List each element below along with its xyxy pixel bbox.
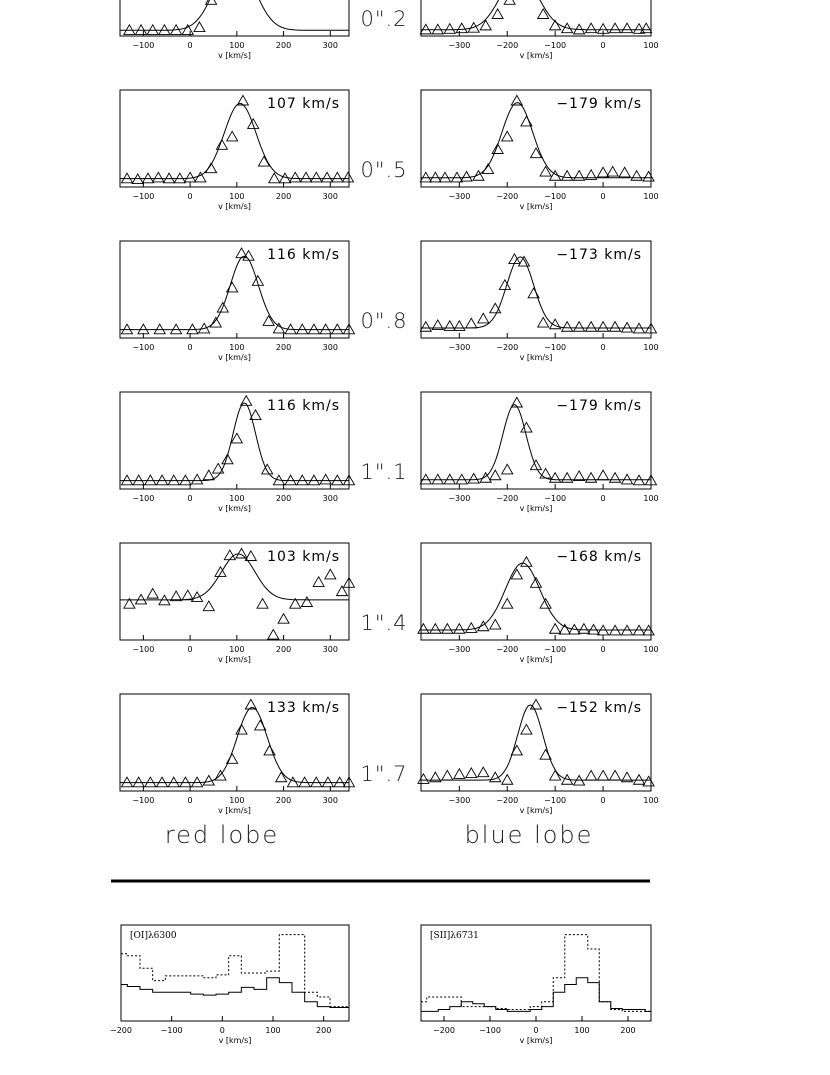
data-point-triangle — [502, 775, 513, 785]
x-tick-label: −100 — [160, 1026, 183, 1035]
data-point-triangle — [216, 140, 227, 150]
offset-label: 0".5 — [360, 158, 408, 182]
red-lobe-panel-1 — [120, 90, 354, 211]
offset-label: 1".7 — [360, 762, 408, 786]
x-axis-label: v [km/s] — [519, 1036, 553, 1045]
data-point-triangle — [444, 321, 455, 331]
data-point-triangle — [634, 775, 645, 785]
data-point-triangle — [478, 313, 489, 323]
data-point-triangle — [227, 131, 238, 141]
x-tick-label: 200 — [316, 1026, 332, 1035]
x-tick-label: −200 — [433, 1026, 455, 1035]
x-axis-label: v [km/s] — [519, 202, 553, 211]
x-tick-label: 0 — [187, 41, 193, 50]
data-point-triangle — [171, 591, 182, 601]
x-tick-label: 100 — [229, 343, 245, 352]
x-tick-label: 200 — [275, 645, 292, 654]
data-point-triangle — [192, 474, 203, 484]
data-point-triangle — [521, 422, 532, 432]
x-axis-label: v [km/s] — [218, 806, 251, 815]
data-point-triangle — [133, 777, 144, 787]
data-point-triangle — [153, 172, 164, 182]
data-point-triangle — [480, 20, 491, 30]
data-point-triangle — [619, 167, 630, 177]
data-point-triangle — [454, 624, 465, 634]
data-point-triangle — [531, 460, 542, 470]
x-tick-label: −100 — [132, 41, 155, 50]
x-tick-label: 100 — [229, 192, 245, 201]
x-tick-label: 100 — [643, 645, 659, 654]
data-point-triangle — [643, 171, 654, 181]
x-tick-label: 200 — [275, 192, 292, 201]
x-tick-label: −100 — [544, 192, 567, 201]
x-tick-label: 0 — [600, 796, 606, 805]
data-point-triangle — [490, 619, 501, 629]
x-tick-label: 100 — [643, 41, 659, 50]
x-tick-label: 300 — [322, 494, 338, 503]
x-tick-label: 0 — [600, 494, 606, 503]
data-point-triangle — [466, 768, 477, 778]
gaussian-fit-curve — [421, 405, 651, 480]
red-lobe-panel-0 — [120, 0, 349, 60]
x-tick-label: 200 — [275, 343, 292, 352]
data-point-triangle — [203, 470, 214, 480]
gaussian-fit-curve — [421, 705, 651, 780]
data-point-triangle — [311, 777, 322, 787]
x-tick-label: 300 — [322, 192, 338, 201]
x-axis-label: v [km/s] — [519, 655, 553, 664]
peak-velocity-label: 103 km/s — [267, 549, 340, 565]
data-point-triangle — [598, 470, 609, 480]
x-tick-label: 100 — [643, 796, 659, 805]
data-point-triangle — [311, 172, 322, 182]
data-point-triangle — [157, 777, 168, 787]
data-point-triangle — [210, 317, 221, 327]
data-point-triangle — [343, 172, 354, 182]
data-point-triangle — [276, 772, 287, 782]
inset-title: [SII]λ6731 — [430, 931, 479, 941]
data-point-triangle — [550, 624, 561, 634]
x-tick-label: −100 — [132, 494, 155, 503]
data-point-triangle — [213, 463, 224, 473]
data-point-triangle — [588, 624, 599, 634]
data-point-triangle — [466, 318, 477, 328]
x-tick-label: 200 — [275, 41, 292, 50]
peak-velocity-label: 133 km/s — [267, 700, 340, 716]
red-lobe-panel-3 — [120, 392, 355, 513]
blue-lobe-panel-0 — [420, 0, 658, 60]
x-tick-label: 0 — [600, 192, 606, 201]
x-axis-label: v [km/s] — [218, 655, 251, 664]
dashed-step-profile — [121, 935, 349, 1007]
data-point-triangle — [456, 23, 467, 33]
data-point-triangle — [631, 171, 642, 181]
data-point-triangle — [562, 322, 573, 332]
data-point-triangle — [502, 599, 513, 609]
x-tick-label: 100 — [229, 41, 245, 50]
offset-label: 0".2 — [360, 7, 408, 31]
data-point-triangle — [332, 475, 343, 485]
data-point-triangle — [540, 166, 551, 176]
data-point-triangle — [122, 173, 133, 183]
panel-frame — [421, 0, 651, 36]
data-point-triangle — [322, 172, 333, 182]
data-point-triangle — [297, 324, 308, 334]
red-lobe-panel-5 — [120, 694, 355, 815]
data-point-triangle — [297, 475, 308, 485]
x-tick-label: 100 — [229, 796, 245, 805]
data-point-triangle — [502, 464, 513, 474]
data-point-triangle — [456, 474, 467, 484]
data-point-triangle — [622, 322, 633, 332]
x-tick-label: −200 — [496, 41, 519, 50]
blue-lobe-panel-2 — [420, 241, 658, 362]
data-point-triangle — [586, 473, 597, 483]
offset-label: 0".8 — [360, 309, 408, 333]
x-tick-label: 0 — [600, 645, 606, 654]
data-point-triangle — [502, 131, 513, 141]
x-tick-label: −100 — [132, 343, 155, 352]
offset-label: 1".4 — [360, 611, 408, 635]
data-point-triangle — [430, 624, 441, 634]
data-point-triangle — [290, 172, 301, 182]
peak-velocity-label: −168 km/s — [556, 549, 642, 565]
x-tick-label: 0 — [533, 1026, 539, 1035]
data-point-triangle — [519, 256, 530, 266]
x-tick-label: −300 — [448, 494, 471, 503]
data-point-triangle — [439, 172, 450, 182]
x-axis-label: v [km/s] — [218, 353, 251, 362]
data-point-triangle — [550, 473, 561, 483]
x-tick-label: 0 — [187, 192, 193, 201]
data-point-triangle — [168, 777, 179, 787]
data-point-triangle — [145, 475, 156, 485]
blue-lobe-panel-3 — [420, 392, 658, 513]
data-point-triangle — [322, 777, 333, 787]
data-point-triangle — [578, 624, 589, 634]
offset-labels — [360, 7, 407, 786]
peak-velocity-label: 116 km/s — [267, 247, 340, 263]
data-point-triangle — [147, 25, 158, 35]
data-point-triangle — [454, 321, 465, 331]
peak-velocity-label: 107 km/s — [267, 96, 340, 112]
gaussian-fit-curve — [120, 403, 349, 481]
data-point-triangle — [143, 173, 154, 183]
x-tick-label: 0 — [187, 796, 193, 805]
data-point-triangle — [320, 324, 331, 334]
oi-6300-inset — [110, 925, 349, 1045]
data-point-triangle — [157, 475, 168, 485]
data-point-triangle — [122, 475, 133, 485]
data-point-triangle — [420, 172, 431, 182]
x-tick-label: 100 — [229, 645, 245, 654]
data-point-triangle — [504, 0, 515, 4]
data-point-triangle — [301, 597, 312, 607]
data-point-triangle — [420, 474, 431, 484]
data-point-triangle — [164, 173, 175, 183]
data-point-triangle — [610, 322, 621, 332]
gaussian-fit-curve — [120, 707, 349, 782]
x-tick-label: 100 — [229, 494, 245, 503]
data-point-triangle — [262, 464, 273, 474]
data-point-triangle — [444, 474, 455, 484]
x-tick-label: −300 — [448, 343, 471, 352]
data-point-triangle — [574, 471, 585, 481]
data-point-triangle — [622, 23, 633, 33]
data-point-triangle — [531, 578, 542, 588]
x-tick-label: 0 — [187, 343, 193, 352]
data-point-triangle — [490, 470, 501, 480]
data-point-triangle — [257, 599, 268, 609]
data-point-triangle — [171, 324, 182, 334]
data-point-triangle — [610, 23, 621, 33]
data-point-triangle — [442, 624, 453, 634]
data-point-triangle — [641, 23, 652, 33]
data-point-triangle — [432, 24, 443, 34]
data-point-triangle — [511, 95, 522, 105]
data-point-triangle — [511, 569, 522, 579]
data-point-triangle — [562, 473, 573, 483]
x-tick-label: 0 — [600, 41, 606, 50]
x-axis-label: v [km/s] — [519, 504, 553, 513]
data-point-triangle — [607, 166, 618, 176]
data-point-triangle — [559, 624, 570, 634]
x-tick-label: 300 — [322, 41, 338, 50]
gaussian-fit-curve — [421, 563, 651, 630]
data-point-triangle — [159, 25, 170, 35]
blue-lobe-label: blue lobe — [464, 821, 594, 849]
x-tick-label: 100 — [643, 192, 659, 201]
x-tick-label: 0 — [187, 494, 193, 503]
x-tick-label: 200 — [275, 796, 292, 805]
data-point-triangle — [468, 473, 479, 483]
x-tick-label: −200 — [110, 1026, 132, 1035]
data-point-triangle — [278, 614, 289, 624]
x-tick-label: 200 — [275, 494, 292, 503]
data-point-triangle — [145, 777, 156, 787]
data-point-triangle — [538, 9, 549, 19]
velocity-profile-grid — [120, 0, 659, 815]
data-point-triangle — [236, 548, 247, 558]
data-point-triangle — [203, 601, 214, 611]
x-tick-label: 0 — [600, 343, 606, 352]
data-point-triangle — [466, 623, 477, 633]
data-point-triangle — [420, 24, 431, 34]
x-tick-label: −300 — [448, 41, 471, 50]
data-point-triangle — [586, 23, 597, 33]
peak-velocity-label: −179 km/s — [556, 398, 642, 414]
data-point-triangle — [334, 777, 345, 787]
data-point-triangle — [147, 589, 158, 599]
x-tick-label: −200 — [496, 796, 519, 805]
data-point-triangle — [420, 322, 431, 332]
x-tick-label: −200 — [496, 192, 519, 201]
data-point-triangle — [521, 724, 532, 734]
data-point-triangle — [124, 25, 135, 35]
data-point-triangle — [133, 475, 144, 485]
x-tick-label: 100 — [643, 343, 659, 352]
data-point-triangle — [285, 475, 296, 485]
data-point-triangle — [224, 550, 235, 560]
x-tick-label: −200 — [496, 494, 519, 503]
x-axis-label: v [km/s] — [218, 51, 251, 60]
x-tick-label: 100 — [574, 1026, 590, 1035]
x-tick-label: 300 — [322, 645, 338, 654]
dashed-step-profile — [421, 935, 651, 1012]
data-point-triangle — [461, 171, 472, 181]
data-point-triangle — [332, 324, 343, 334]
solid-step-profile — [421, 978, 651, 1012]
peak-velocity-label: 116 km/s — [267, 398, 340, 414]
data-point-triangle — [180, 777, 191, 787]
blue-lobe-panel-4 — [418, 543, 659, 664]
red-lobe-label: red lobe — [164, 821, 280, 849]
data-point-triangle — [154, 324, 165, 334]
data-point-triangle — [430, 172, 441, 182]
data-point-triangle — [610, 473, 621, 483]
data-point-triangle — [194, 22, 205, 32]
data-point-triangle — [313, 577, 324, 587]
data-point-triangle — [418, 624, 429, 634]
x-tick-label: −300 — [448, 645, 471, 654]
data-point-triangle — [610, 770, 621, 780]
x-tick-label: 0 — [187, 645, 193, 654]
data-point-triangle — [622, 474, 633, 484]
red-lobe-panel-2 — [120, 241, 355, 362]
data-point-triangle — [598, 322, 609, 332]
data-point-triangle — [444, 24, 455, 34]
gaussian-fit-curve — [421, 103, 651, 178]
blue-lobe-panel-5 — [418, 694, 659, 815]
x-tick-label: −100 — [132, 192, 155, 201]
data-point-triangle — [268, 629, 279, 639]
sii-6731-inset — [421, 925, 651, 1045]
data-point-triangle — [320, 474, 331, 484]
x-tick-label: 0 — [219, 1026, 225, 1035]
data-point-triangle — [480, 473, 491, 483]
data-point-triangle — [308, 475, 319, 485]
x-axis-label: v [km/s] — [218, 504, 251, 513]
solid-step-profile — [121, 978, 349, 1008]
data-point-triangle — [586, 770, 597, 780]
data-point-triangle — [586, 322, 597, 332]
data-point-triangle — [478, 767, 489, 777]
x-tick-label: 300 — [322, 343, 338, 352]
line-profile-insets — [110, 925, 651, 1045]
red-lobe-panel-4 — [120, 543, 355, 664]
data-point-triangle — [308, 324, 319, 334]
x-axis-label: v [km/s] — [519, 353, 553, 362]
peak-velocity-label: −152 km/s — [556, 700, 642, 716]
x-tick-label: −100 — [544, 645, 567, 654]
x-axis-label: v [km/s] — [218, 1036, 252, 1045]
x-tick-label: −100 — [132, 796, 155, 805]
data-point-triangle — [598, 167, 609, 177]
x-tick-label: 100 — [643, 494, 659, 503]
data-point-triangle — [574, 171, 585, 181]
data-point-triangle — [499, 280, 510, 290]
data-point-triangle — [454, 769, 465, 779]
x-tick-label: −200 — [496, 645, 519, 654]
x-tick-label: 200 — [620, 1026, 636, 1035]
data-point-triangle — [301, 172, 312, 182]
gaussian-fit-curve — [120, 256, 349, 330]
x-axis-label: v [km/s] — [519, 51, 553, 60]
x-tick-label: −100 — [544, 796, 567, 805]
x-tick-label: −100 — [132, 645, 155, 654]
data-point-triangle — [174, 173, 185, 183]
x-tick-label: −300 — [448, 192, 471, 201]
x-tick-label: 300 — [322, 796, 338, 805]
data-point-triangle — [122, 777, 133, 787]
offset-label: 1".1 — [360, 460, 408, 484]
blue-lobe-panel-1 — [420, 90, 658, 211]
data-point-triangle — [418, 774, 429, 784]
x-tick-label: 100 — [265, 1026, 281, 1035]
gaussian-fit-curve — [120, 0, 349, 30]
x-tick-label: −300 — [448, 796, 471, 805]
data-point-triangle — [182, 25, 193, 35]
data-point-triangle — [180, 475, 191, 485]
peak-velocity-label: −173 km/s — [556, 247, 642, 263]
data-point-triangle — [598, 770, 609, 780]
data-point-triangle — [136, 594, 147, 604]
data-point-triangle — [531, 699, 542, 709]
x-tick-label: −100 — [544, 343, 567, 352]
x-tick-label: −100 — [479, 1026, 501, 1035]
data-point-triangle — [332, 172, 343, 182]
peak-velocity-label: −179 km/s — [556, 96, 642, 112]
data-point-triangle — [325, 569, 336, 579]
x-tick-label: −200 — [496, 343, 519, 352]
data-point-triangle — [451, 172, 462, 182]
data-point-triangle — [168, 475, 179, 485]
data-point-triangle — [192, 777, 203, 787]
data-point-triangle — [136, 25, 147, 35]
x-axis-label: v [km/s] — [519, 806, 553, 815]
inset-title: [OI]λ6300 — [130, 931, 177, 941]
data-point-triangle — [442, 770, 453, 780]
data-point-triangle — [574, 322, 585, 332]
data-point-triangle — [492, 9, 503, 19]
data-point-triangle — [562, 171, 573, 181]
data-point-triangle — [122, 324, 133, 334]
x-tick-label: −100 — [544, 494, 567, 503]
x-tick-label: −100 — [544, 41, 567, 50]
x-axis-label: v [km/s] — [218, 202, 251, 211]
data-point-triangle — [138, 324, 149, 334]
data-point-triangle — [432, 474, 443, 484]
